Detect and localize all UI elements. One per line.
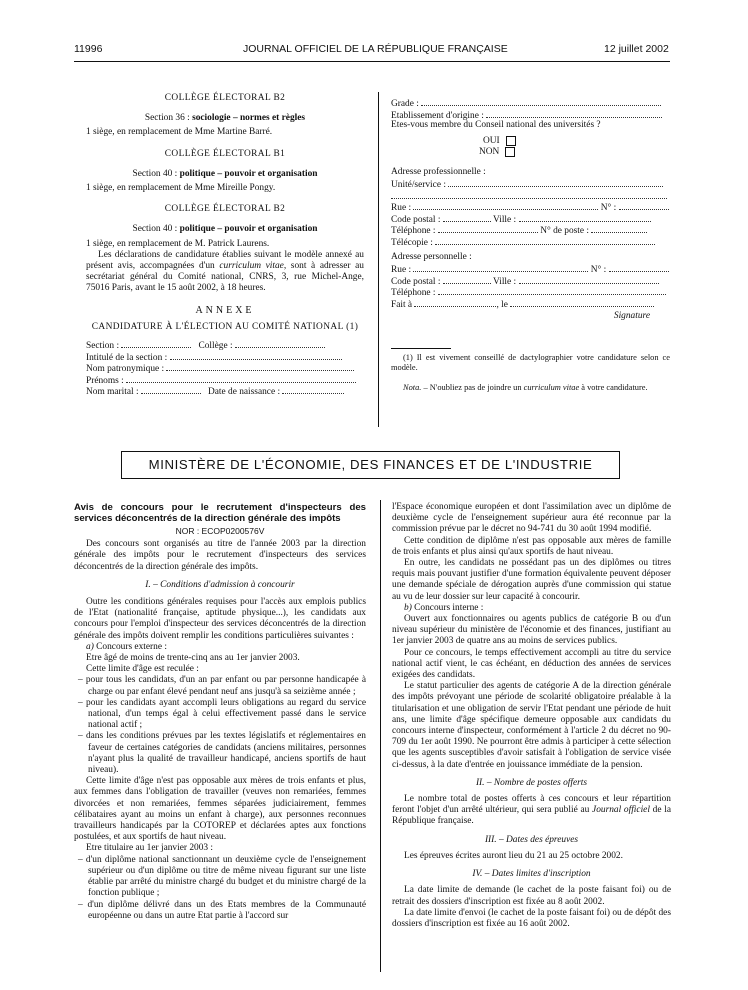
list-item: – d'un diplôme national sanctionnant un deuxième cycle de l'enseignement supérieur ou d'un diplôme ou titre de même niveau figurant sur une liste établie par arrêté du ministre chargé du budget et du ministre chargé de la fonction publique ;	[78, 854, 366, 899]
non-checkbox[interactable]	[505, 147, 515, 157]
form-line-telephone-perso: Téléphone :	[391, 286, 670, 298]
candidature-title: CANDIDATURE À L'ÉLECTION AU COMITÉ NATIONAL (1)	[91, 321, 359, 332]
declarations-paragraph: Les déclarations de candidature établies suivant le modèle annexé au présent avis, accompagnées d'un curriculum vitae, sont à adresser au secrétariat général du Comité national, CNRS, 3, rue Michel-Ange, 75016 Paris, avant le 15 août 2002, à 18 heures.	[86, 249, 364, 294]
list-item: – dans les conditions prévues par les textes législatifs et réglementaires en faveur de certaines catégories de candidats (anciens militaires, personnes n'ayant plus la qualité de travailleur handicapé, anciens sportifs de haut niveau).	[78, 731, 366, 776]
form-line-prenoms: Prénoms :	[86, 374, 364, 386]
oui-checkbox[interactable]	[506, 136, 516, 146]
paragraph: Ouvert aux fonctionnaires ou agents publics de catégorie B ou d'un niveau supérieur du ministère de l'économie et des finances, justifiant au 1er janvier 2003 de quatre ans au moins de services publics.	[392, 614, 671, 647]
issue-date: 12 juillet 2002	[604, 43, 669, 55]
paragraph: Pour ce concours, le temps effectivement accompli au titre du service national actif vient, le cas échéant, en déduction des années de services exigées des candidats.	[392, 647, 671, 681]
form-line-intitule: Intitulé de la section :	[86, 351, 364, 363]
paragraph: La date limite d'envoi (le cachet de la poste faisant foi) ou de dépôt des dossiers d'inscription est fixée au 16 août 2002.	[392, 907, 671, 929]
column-separator	[380, 500, 381, 972]
list-item: – pour tous les candidats, d'un an par enfant ou par personne handicapée à charge ou par enfant élevé pendant neuf ans jusqu'à sa seizième année ;	[78, 675, 366, 697]
journal-title: JOURNAL OFFICIEL DE LA RÉPUBLIQUE FRANÇAISE	[243, 43, 508, 55]
form-line-rue-perso: Rue : N° :	[391, 263, 670, 275]
ministry-banner: MINISTÈRE DE L'ÉCONOMIE, DES FINANCES ET DE L'INDUSTRIE	[121, 451, 620, 479]
intro-paragraph: Des concours sont organisés au titre de l'année 2003 par la direction générale des impôts pour le recrutement d'inspecteurs des services déconcentrés de la direction générale des impôts.	[74, 539, 366, 572]
paragraph: En outre, les candidats ne possédant pas un des diplômes ou titres requis mais pouvant justifier d'une formation équivalente peuvent déposer une demande spéciale de dérogation auprès d'une commission qui statue au vu de leur dossier sur leur capacité à concourir.	[392, 558, 671, 602]
age-condition: Etre âgé de moins de trente-cinq ans au 1er janvier 2003.	[86, 653, 300, 664]
form-line-telecopie: Télécopie :	[391, 236, 670, 248]
footnote: (1) Il est vivement conseillé de dactylographier votre candidature selon ce modèle.	[391, 352, 670, 372]
header-rule	[74, 61, 670, 62]
conditions-paragraph: Outre les conditions générales requises pour l'accès aux emplois publics de l'Etat (nationalité française, aptitude physique...), les candidats aux concours pour l'emploi d'inspecteur des services déconcentrés de la direction générale des impôts doivent remplir les conditions particulières suivantes :	[74, 597, 366, 641]
seat-text: 1 siège, en remplacement de M. Patrick Laurens.	[86, 238, 270, 249]
right-bottom-column	[392, 502, 671, 930]
concours-interne: b) Concours interne :	[404, 602, 484, 613]
annexe-heading: ANNEXE	[195, 304, 255, 316]
section-heading-3: III. – Dates des épreuves	[484, 834, 579, 845]
left-top-column	[86, 93, 364, 397]
list-item: – d'un diplôme délivré dans un des Etats membres de la Communauté européenne ou dans un autre Etat partie à l'accord sur	[78, 899, 366, 921]
paragraph: Le statut particulier des agents de catégorie A de la direction générale des impôts prévoyant une période de scolarité obligatoire préalable à la titularisation et une obligation de servir l'Etat pendant une période de huit ans, une limite d'âge spécifique demeure opposable aux candidats du concours interne d'inspecteur, conformément à l'article 2 du décret no 90-709 du 1er août 1990. Ne pourront être admis à participer à cette sélection que les agents susceptibles d'avoir satisfait à l'obligation de service visée ci-dessus, à la date d'entrée en jouissance immédiate de la pension.	[392, 681, 671, 770]
limite-age: Cette limite d'âge est reculée :	[86, 664, 199, 675]
concours-externe: a) Concours externe :	[86, 641, 167, 652]
section-heading: Section 40 : politique – pouvoir et organisation	[132, 168, 318, 179]
footnote-rule	[391, 348, 451, 349]
signature-label: Signature	[613, 310, 650, 321]
adresse-pro-label: Adresse professionnelle :	[391, 166, 486, 177]
form-line-nom: Nom patronymique :	[86, 362, 364, 374]
oui-option[interactable]: OUI	[483, 136, 670, 147]
membre-question: Etes-vous membre du Conseil national des universités ?	[391, 120, 601, 131]
seat-text: 1 siège, en remplacement de Mme Mireille Pongy.	[86, 183, 276, 194]
college-heading: COLLÈGE ÉLECTORAL B2	[164, 204, 286, 215]
section-heading-2: II. – Nombre de postes offerts	[475, 777, 588, 788]
continuation-paragraph: l'Espace économique européen et dont l'assimilation avec un diplôme de deuxième cycle de l'enseignement supérieur aura été reconnue par la commission prévue par le décret no 94-741 du 30 août 1994 modifié.	[392, 502, 671, 535]
paragraph: Le nombre total de postes offerts à ces concours et leur répartition feront l'objet d'un arrêté ultérieur, qui sera publié au Journal officiel de la République française.	[392, 794, 671, 827]
college-heading: COLLÈGE ÉLECTORAL B1	[164, 148, 286, 159]
form-line-code-postal-perso: Code postal : Ville :	[391, 275, 670, 287]
paragraph: La date limite de demande (le cachet de la poste faisant foi) ou de retrait des dossiers d'inscription est fixée au 8 août 2002.	[392, 885, 671, 907]
form-line-telephone: Téléphone : N° de poste :	[391, 224, 670, 236]
section-heading-1: I. – Conditions d'admission à concourir	[145, 579, 295, 590]
form-line-section: Section : Collège :	[86, 339, 364, 351]
limite-paragraph: Cette limite d'âge n'est pas opposable aux mères de trois enfants et plus, aux femmes dans l'obligation de travailler (veuves non remariées, femmes divorcées et non remariées, femmes séparées judiciairement, femmes célibataires ayant au moins un enfant à charge), aux personnes reconnues travailleurs handicapés par la COTOREP et déclarées aptes aux fonctions postulées, et aux sportifs de haut niveau.	[74, 776, 366, 843]
seat-text: 1 siège, en remplacement de Mme Martine Barré.	[86, 127, 273, 138]
left-bottom-column	[74, 502, 366, 922]
form-line-grade: Grade :	[391, 97, 670, 109]
section-heading: Section 40 : politique – pouvoir et organisation	[132, 224, 318, 235]
form-line-etablissement: Etablissement d'origine :	[391, 109, 670, 121]
form-line-blank	[391, 190, 670, 202]
section-heading: Section 36 : sociologie – normes et règles	[144, 113, 306, 124]
nota: Nota. – N'oubliez pas de joindre un curriculum vitae à votre candidature.	[403, 382, 648, 392]
form-line-unite: Unité/service :	[391, 178, 670, 190]
avis-title: Avis de concours pour le recrutement d'inspecteurs des services déconcentrés de la direction générale des impôts	[74, 502, 366, 524]
right-top-column	[391, 97, 670, 393]
college-heading: COLLÈGE ÉLECTORAL B2	[164, 93, 286, 103]
paragraph: Cette condition de diplôme n'est pas opposable aux mères de famille de trois enfants et plus ainsi qu'aux sportifs de haut niveau.	[392, 535, 671, 557]
paragraph: Les épreuves écrites auront lieu du 21 au 25 octobre 2002.	[404, 850, 623, 861]
form-line-marital: Nom marital : Date de naissance :	[86, 385, 364, 397]
form-line-rue: Rue : N° :	[391, 201, 670, 213]
list-item: – pour les candidats ayant accompli leurs obligations au regard du service national, d'un temps égal à celui effectivement passé dans le service national actif ;	[78, 697, 366, 731]
page-number: 11996	[74, 43, 103, 55]
adresse-perso-label: Adresse personnelle :	[391, 251, 472, 262]
section-heading-4: IV. – Dates limites d'inscription	[472, 869, 591, 880]
titulaire-condition: Etre titulaire au 1er janvier 2003 :	[86, 843, 214, 854]
column-separator	[378, 92, 379, 427]
form-line-code-postal: Code postal : Ville :	[391, 213, 670, 225]
non-option[interactable]: NON	[479, 147, 670, 158]
nor-reference: NOR : ECOP0200576V	[175, 526, 265, 536]
form-line-fait-a: Fait à , le	[391, 298, 670, 310]
